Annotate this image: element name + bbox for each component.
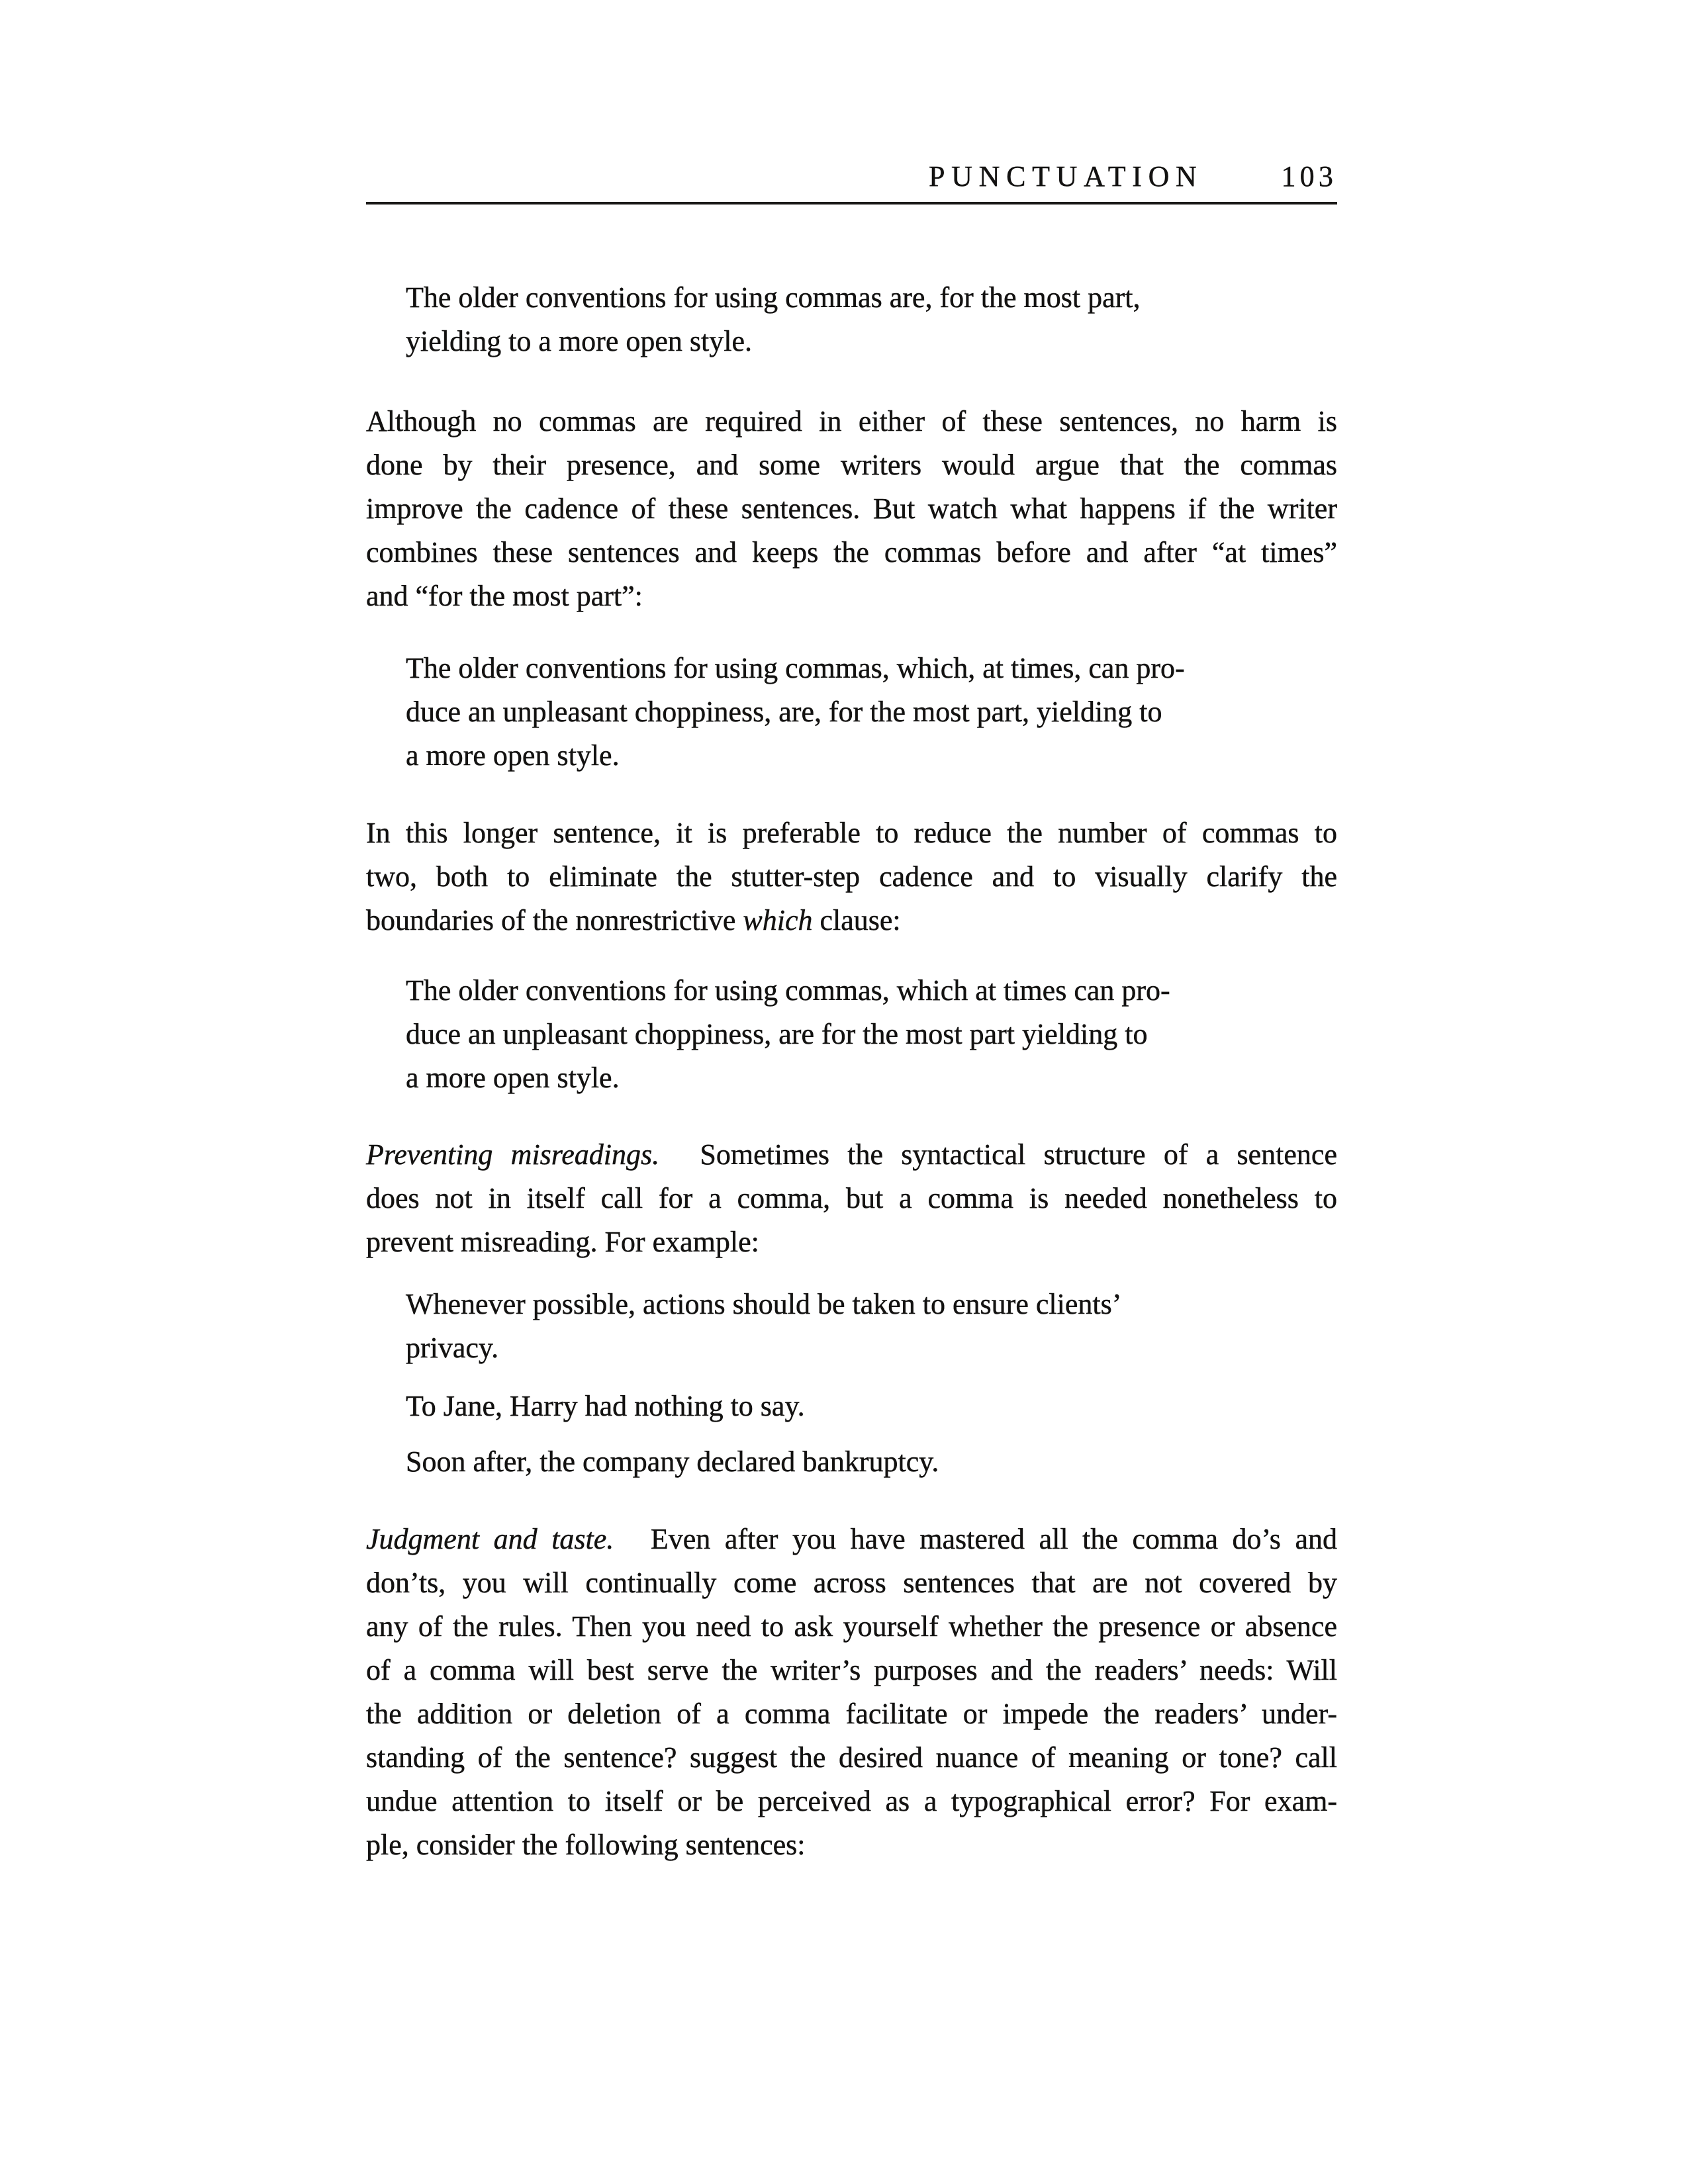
text-line	[366, 899, 1337, 942]
text-line: prevent misreading. For example:	[366, 1226, 759, 1258]
text-line: yielding to a more open style.	[406, 325, 752, 357]
text-line: a more open style.	[406, 739, 620, 772]
text-line: does not in itself call for a comma, but a comma is needed nonetheless to	[366, 1182, 1337, 1214]
text-line: duce an unpleasant choppiness, are for the most part yielding to	[406, 1018, 1148, 1050]
text-line: In this longer sentence, it is preferable to reduce the number of commas to	[366, 817, 1337, 849]
text-line	[366, 1133, 1337, 1177]
text-line: a more open style.	[406, 1062, 620, 1094]
quote-block	[406, 276, 1337, 363]
text-line: of a comma will best serve the writer’s purposes and the readers’ needs: Will	[366, 1654, 1337, 1686]
page-number: 103	[1281, 160, 1337, 193]
runin-head: Judgment and taste.	[366, 1523, 614, 1555]
text-line: improve the cadence of these sentences. But watch what happens if the writer	[366, 492, 1337, 525]
text-line: and “for the most part”:	[366, 580, 643, 612]
text-run: clause:	[820, 904, 901, 936]
text-line: don’ts, you will continually come across sentences that are not covered by	[366, 1567, 1337, 1599]
body-paragraph	[366, 400, 1337, 618]
text-line: The older conventions for using commas, which at times can pro-	[406, 974, 1170, 1007]
text-line: Whenever possible, actions should be taken to ensure clients’	[406, 1288, 1122, 1320]
page-body	[366, 276, 1337, 1867]
text-line: the addition or deletion of a comma facilitate or impede the readers’ under-	[366, 1698, 1337, 1730]
text-line: The older conventions for using commas, which, at times, can pro-	[406, 652, 1185, 684]
section-title: PUNCTUATION	[929, 160, 1203, 193]
header-rule	[366, 202, 1337, 205]
text-line: To Jane, Harry had nothing to say.	[406, 1390, 805, 1422]
example-item	[406, 1283, 1337, 1370]
text-line: combines these sentences and keeps the commas before and after “at times”	[366, 536, 1337, 569]
page-header	[366, 160, 1337, 193]
text-line: The older conventions for using commas are, for the most part,	[406, 281, 1141, 314]
italic-term: which	[743, 904, 813, 936]
text-line: Soon after, the company declared bankruptcy.	[406, 1445, 939, 1478]
text-line: two, both to eliminate the stutter-step cadence and to visually clarify the	[366, 860, 1337, 893]
example-list	[406, 1283, 1337, 1484]
quote-block	[406, 647, 1337, 778]
body-paragraph	[366, 1518, 1337, 1867]
text-line: any of the rules. Then you need to ask yourself whether the presence or absence	[366, 1610, 1337, 1643]
text-run: Even after you have mastered all the comma do’s and	[650, 1523, 1338, 1555]
text-line: done by their presence, and some writers would argue that the commas	[366, 449, 1337, 481]
text-run: boundaries of the nonrestrictive	[366, 904, 736, 936]
example-item	[406, 1440, 1337, 1484]
quote-block	[406, 969, 1337, 1100]
body-paragraph	[366, 1133, 1337, 1264]
text-line: privacy.	[406, 1332, 499, 1364]
runin-head: Preventing misreadings.	[366, 1138, 660, 1171]
text-line: ple, consider the following sentences:	[366, 1829, 806, 1861]
text-line: undue attention to itself or be perceived as a typographical error? For exam-	[366, 1785, 1337, 1817]
text-line: duce an unpleasant choppiness, are, for the most part, yielding to	[406, 696, 1162, 728]
body-paragraph	[366, 811, 1337, 942]
example-item	[406, 1385, 1337, 1428]
text-run: Sometimes the syntactical structure of a sentence	[700, 1138, 1337, 1171]
text-line: standing of the sentence? suggest the desired nuance of meaning or tone? call	[366, 1741, 1337, 1774]
text-line: Although no commas are required in either of these sentences, no harm is	[366, 405, 1337, 437]
text-line	[366, 1518, 1337, 1561]
